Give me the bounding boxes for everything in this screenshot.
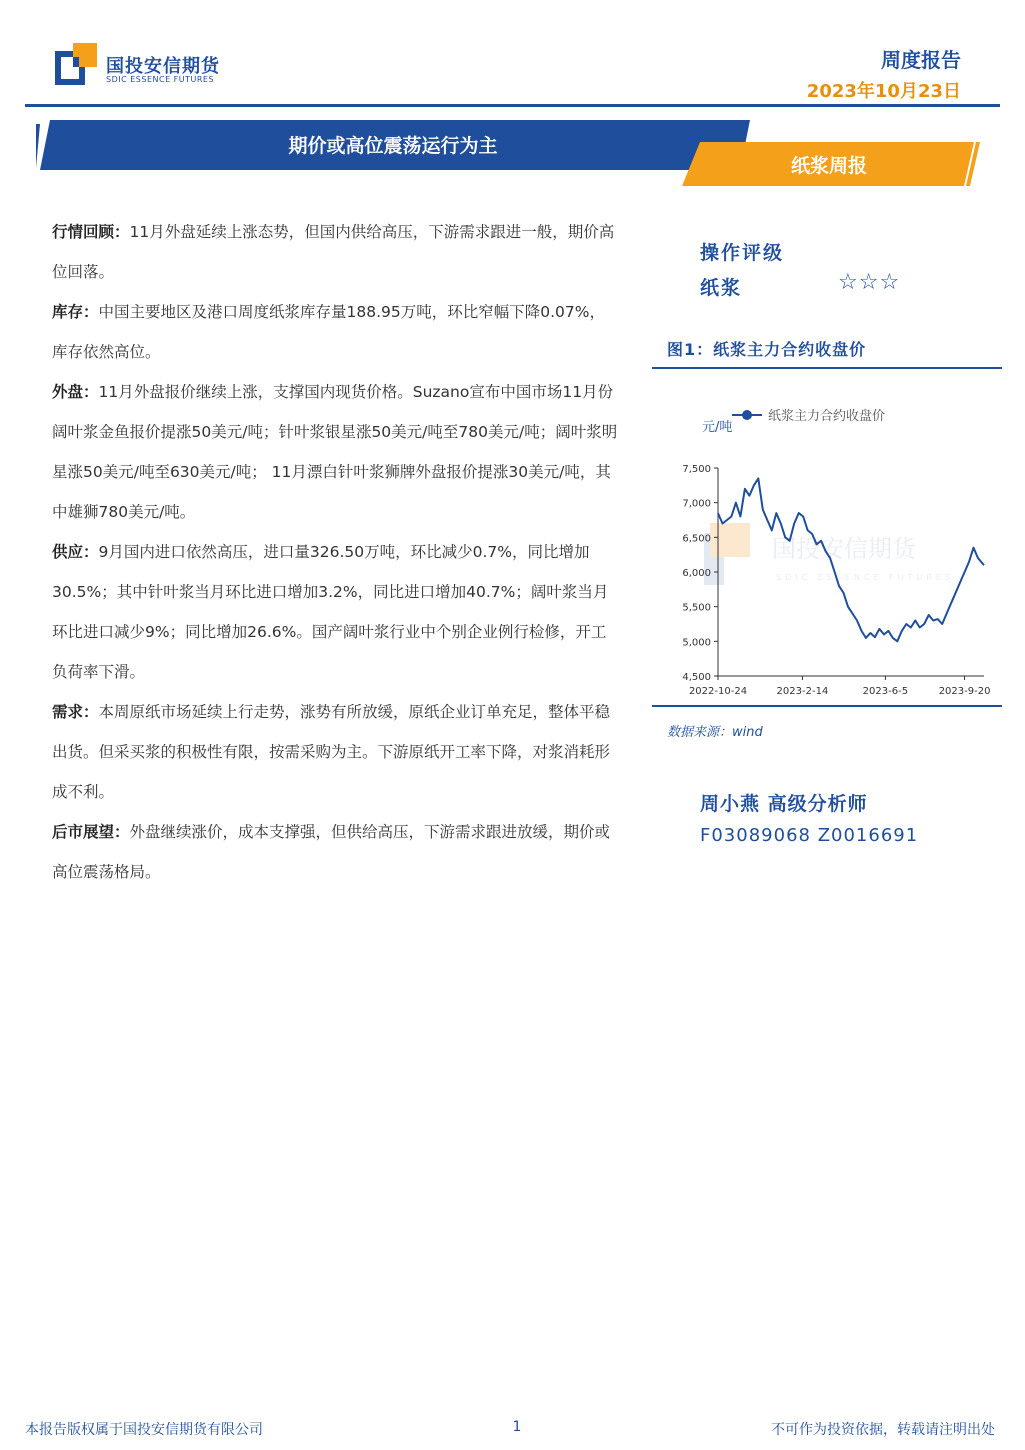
analyst-name: 周小燕 高级分析师 bbox=[700, 793, 868, 815]
watermark bbox=[704, 523, 954, 585]
section-label: 外盘： bbox=[52, 383, 99, 401]
section-outlook bbox=[52, 812, 618, 892]
footer-disclaimer: 不可作为投资依据，转载请注明出处 bbox=[771, 1422, 995, 1438]
report-date: 2023年10月23日 bbox=[806, 81, 961, 102]
figure-title: 图1：纸浆主力合约收盘价 bbox=[667, 340, 867, 359]
section-label: 库存： bbox=[52, 303, 99, 321]
rating-stars-icon: ☆☆☆ bbox=[838, 270, 901, 295]
y-tick-label: 5,000 bbox=[682, 637, 711, 649]
section-text: 11月外盘延续上涨态势，但国内供给高压，下游需求跟进一般，期价高位回落。 bbox=[52, 223, 615, 281]
legend-label: 纸浆主力合约收盘价 bbox=[768, 409, 886, 424]
section-text: 9月国内进口依然高压，进口量326.50万吨，环比减少0.7%，同比增加30.5%；其中针叶浆当月环比进口增加3.2%，同比进口增加40.7%；阔叶浆当月环比进口减少9%；同比增加26.6%。国产阔叶浆行业中个别企业例行检修，开工负荷率下滑。 bbox=[52, 543, 609, 681]
y-tick-label: 6,500 bbox=[682, 533, 711, 545]
analyst-ids: F03089068 Z0016691 bbox=[700, 825, 919, 846]
section-label: 后市展望： bbox=[52, 823, 130, 841]
legend-marker bbox=[742, 410, 752, 420]
main-text bbox=[52, 212, 618, 892]
section-inventory bbox=[52, 292, 618, 372]
figure-bottom-rule bbox=[652, 705, 1002, 707]
y-tick-label: 6,000 bbox=[682, 568, 711, 579]
price-chart-svg bbox=[652, 395, 1002, 705]
section-demand bbox=[52, 692, 618, 812]
report-type: 周度报告 bbox=[881, 48, 961, 72]
report-tag: 纸浆周报 bbox=[790, 155, 867, 177]
header-divider bbox=[25, 104, 1000, 107]
page-number: 1 bbox=[512, 1419, 522, 1435]
x-tick-label: 2023-9-20 bbox=[938, 686, 991, 697]
section-label: 供应： bbox=[52, 543, 99, 561]
figure-top-rule bbox=[652, 367, 1002, 369]
footer-copyright: 本报告版权属于国投安信期货有限公司 bbox=[25, 1422, 263, 1438]
y-axis-label: 元/吨 bbox=[702, 420, 733, 435]
watermark-subtext: SDIC ESSENCE FUTURES bbox=[776, 573, 955, 582]
data-source: 数据来源：wind bbox=[667, 725, 763, 740]
section-label: 行情回顾： bbox=[52, 223, 130, 241]
y-tick-label: 5,500 bbox=[682, 602, 711, 614]
section-supply bbox=[52, 532, 618, 692]
y-tick-label: 7,000 bbox=[682, 498, 711, 510]
y-tick-label: 7,500 bbox=[682, 464, 711, 475]
section-text: 本周原纸市场延续上行走势，涨势有所放缓，原纸企业订单充足，整体平稳出货。但采买浆的积极性有限，按需采购为主。下游原纸开工率下降，对浆消耗形成不利。 bbox=[52, 703, 611, 801]
report-title: 期价或高位震荡运行为主 bbox=[288, 135, 498, 157]
section-label: 需求： bbox=[52, 703, 99, 721]
x-tick-label: 2023-2-14 bbox=[776, 686, 829, 697]
company-name: 国投安信期货 bbox=[106, 56, 220, 77]
rating-product: 纸浆 bbox=[700, 277, 743, 299]
x-tick-label: 2023-6-5 bbox=[862, 686, 909, 697]
rating-title: 操作评级 bbox=[700, 242, 785, 264]
company-logo-icon bbox=[55, 43, 97, 85]
section-text: 外盘继续涨价，成本支撑强，但供给高压，下游需求跟进放缓，期价或高位震荡格局。 bbox=[52, 823, 611, 881]
section-market-review bbox=[52, 212, 618, 292]
section-text: 中国主要地区及港口周度纸浆库存量188.95万吨，环比窄幅下降0.07%，库存依然高位。 bbox=[52, 303, 605, 361]
section-text: 11月外盘报价继续上涨，支撑国内现货价格。Suzano宣布中国市场11月份阔叶浆金鱼报价提涨50美元/吨；针叶浆银星涨50美元/吨至780美元/吨；阔叶浆明星涨50美元/吨至630美元/吨； 11月漂白针叶浆狮牌外盘报价提涨30美元/吨，其中雄狮780美元/吨。 bbox=[52, 383, 618, 521]
price-chart bbox=[652, 395, 1002, 705]
company-subtitle: SDIC ESSENCE FUTURES bbox=[106, 75, 215, 84]
y-tick-label: 4,500 bbox=[682, 672, 711, 683]
watermark-text: 国投安信期货 bbox=[772, 535, 916, 563]
section-external-market bbox=[52, 372, 618, 532]
x-tick-label: 2022-10-24 bbox=[688, 686, 748, 697]
